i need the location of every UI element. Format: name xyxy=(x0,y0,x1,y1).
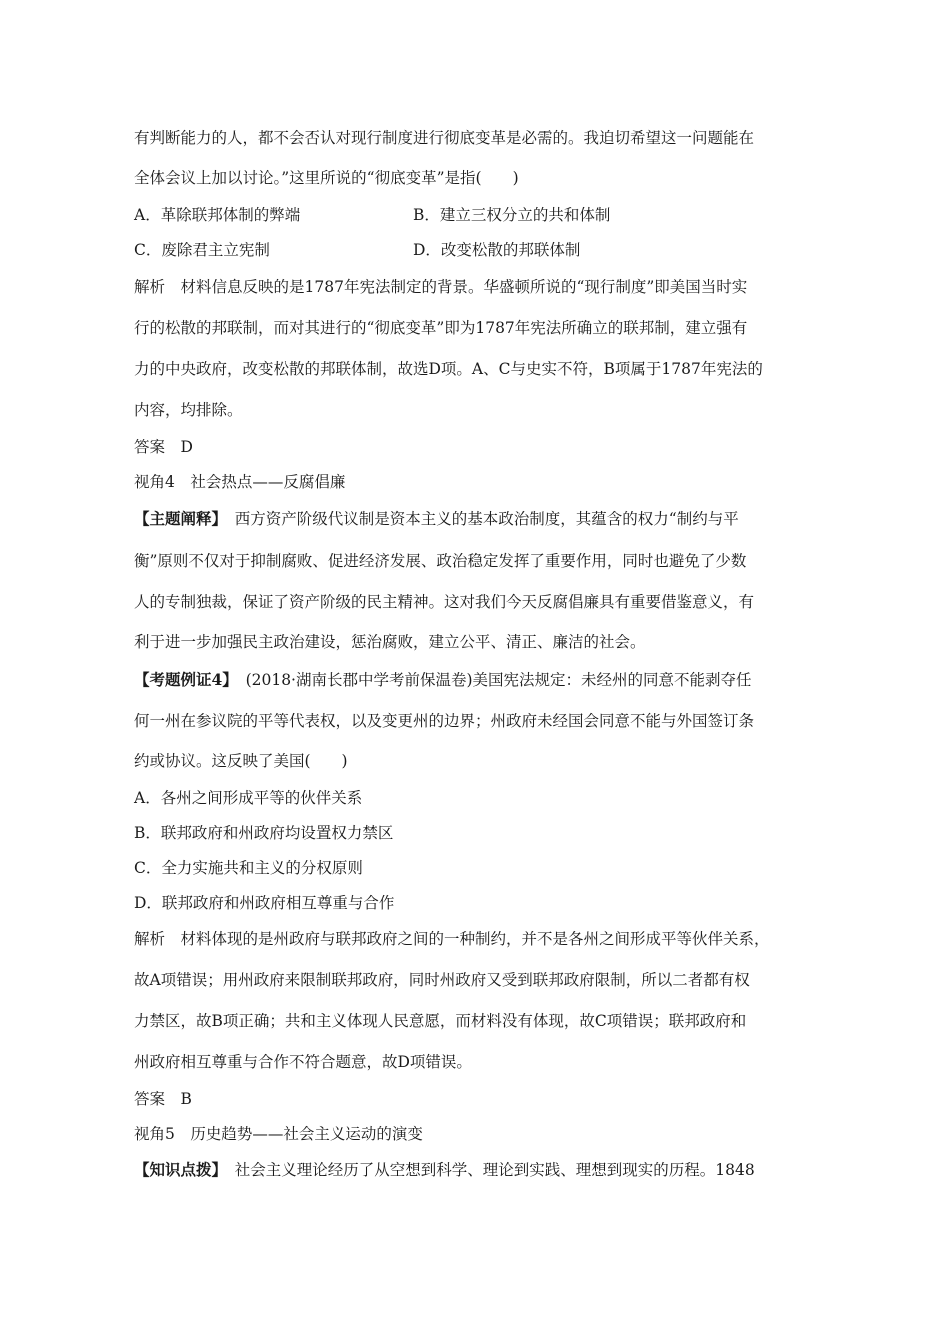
q3-analysis-line-1: 解析 材料信息反映的是1787年宪法制定的背景。华盛顿所说的“现行制度”即美国当时实 xyxy=(134,278,748,296)
example-text-1: (2018·湖南长郡中学考前保温卷)美国宪法规定：未经州的同意不能剥夺任 xyxy=(245,671,752,689)
q3-analysis-line-2: 行的松散的邦联制，而对其进行的“彻底变革”即为1787年宪法所确立的联邦制，建立强有 xyxy=(134,319,748,337)
view4-analysis-line-4: 州政府相互尊重与合作不符合题意，故D项错误。 xyxy=(134,1053,472,1071)
view4-option-b: B．联邦政府和州政府均设置权力禁区 xyxy=(134,824,394,842)
q3-option-c: C．废除君主立宪制 xyxy=(134,241,270,259)
q3-answer: 答案 D xyxy=(134,438,193,456)
view4-option-c: C．全力实施共和主义的分权原则 xyxy=(134,859,363,877)
view5-point-line-1 xyxy=(134,1160,755,1180)
view4-theme-line-3: 人的专制独裁，保证了资产阶级的民主精神。这对我们今天反腐倡廉具有重要借鉴意义，有 xyxy=(134,593,755,611)
q3-option-b: B．建立三权分立的共和体制 xyxy=(413,206,611,224)
view4-title: 视角4 社会热点——反腐倡廉 xyxy=(134,473,346,491)
view5-title: 视角5 历史趋势——社会主义运动的演变 xyxy=(134,1125,423,1143)
q3-analysis-line-3: 力的中央政府，改变松散的邦联体制，故选D项。A、C与史实不符，B项属于1787年宪法的 xyxy=(134,360,763,378)
point-label: 【知识点拨】 xyxy=(134,1160,220,1179)
point-text-1: 社会主义理论经历了从空想到科学、理论到实践、理想到现实的历程。1848 xyxy=(234,1161,755,1179)
q3-option-d: D．改变松散的邦联体制 xyxy=(413,241,581,259)
view4-answer: 答案 B xyxy=(134,1090,192,1108)
view4-theme-line-1 xyxy=(134,509,739,529)
q3-stem-line-1: 有判断能力的人，都不会否认对现行制度进行彻底变革是必需的。我迫切希望这一问题能在 xyxy=(134,129,755,147)
view4-theme-line-4: 利于进一步加强民主政治建设，惩治腐败，建立公平、清正、廉洁的社会。 xyxy=(134,633,646,651)
example-label: 【考题例证4】 xyxy=(134,670,231,689)
view4-example-line-3: 约或协议。这反映了美国( ) xyxy=(134,752,348,770)
view4-theme-line-2: 衡”原则不仅对于抑制腐败、促进经济发展、政治稳定发挥了重要作用，同时也避免了少数 xyxy=(134,552,747,570)
view4-analysis-line-2: 故A项错误；用州政府来限制联邦政府，同时州政府又受到联邦政府限制，所以二者都有权 xyxy=(134,971,750,989)
view4-example-line-2: 何一州在参议院的平等代表权，以及变更州的边界；州政府未经国会同意不能与外国签订条 xyxy=(134,712,755,730)
view4-analysis-line-3: 力禁区，故B项正确；共和主义体现人民意愿，而材料没有体现，故C项错误；联邦政府和 xyxy=(134,1012,747,1030)
view4-example-line-1 xyxy=(134,670,752,690)
q3-analysis-line-4: 内容，均排除。 xyxy=(134,401,243,419)
view4-option-d: D．联邦政府和州政府相互尊重与合作 xyxy=(134,894,395,912)
view4-analysis-line-1: 解析 材料体现的是州政府与联邦政府之间的一种制约，并不是各州之间形成平等伙伴关系， xyxy=(134,930,770,948)
theme-text-1: 西方资产阶级代议制是资本主义的基本政治制度，其蕴含的权力“制约与平 xyxy=(234,510,739,528)
view4-option-a: A．各州之间形成平等的伙伴关系 xyxy=(134,789,363,807)
theme-label: 【主题阐释】 xyxy=(134,509,220,528)
q3-option-a: A．革除联邦体制的弊端 xyxy=(134,206,301,224)
q3-stem-line-2: 全体会议上加以讨论。”这里所说的“彻底变革”是指( ) xyxy=(134,169,519,187)
